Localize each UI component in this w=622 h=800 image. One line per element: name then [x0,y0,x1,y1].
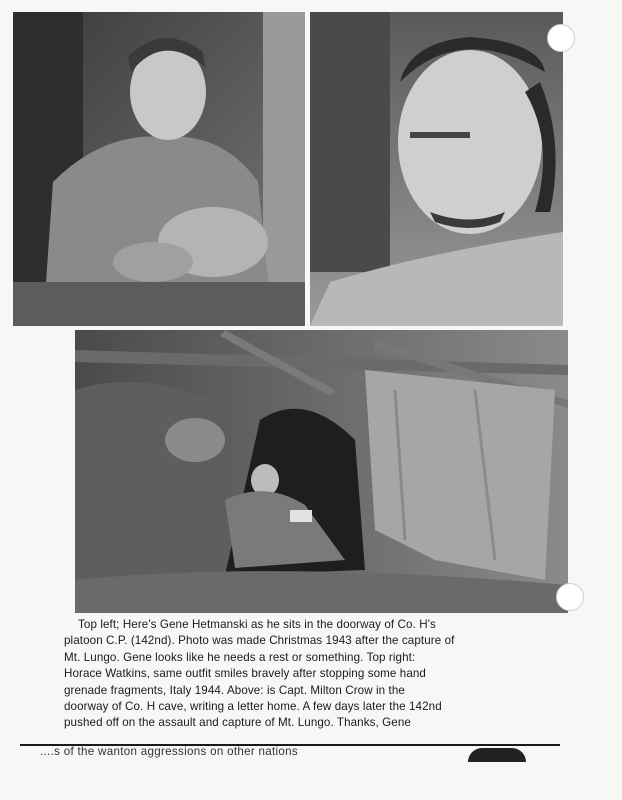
punch-hole-top [547,24,575,52]
footer-cut-text [40,745,460,768]
punch-hole-bottom [556,583,584,611]
photo-caption [64,617,564,732]
caption-line: Horace Watkins, same outfit smiles bravely after stopping some hand [64,667,426,681]
photo-top-right [310,12,563,326]
photo-bottom [75,330,568,613]
photo-top-left-image [13,12,305,326]
caption-line: platoon C.P. (142nd). Photo was made Christmas 1943 after the capture of [64,634,455,648]
caption-line: pushed off on the assault and capture of Mt. Lungo. Thanks, Gene [64,716,411,730]
footer-cut-text-line: ....s of the wanton aggressions on other nations [40,745,299,758]
photo-top-left [13,12,305,326]
caption-line: doorway of Co. H cave, writing a letter home. A few days later the 142nd [64,700,442,714]
photo-bottom-image [75,330,568,613]
photo-top-right-image [310,12,563,326]
caption-line: Top left; Here's Gene Hetmanski as he sits in the doorway of Co. H's [78,618,436,631]
emblem-fragment-icon [468,748,526,762]
caption-line: grenade fragments, Italy 1944. Above: is Capt. Milton Crow in the [64,683,405,697]
caption-line: Mt. Lungo. Gene looks like he needs a rest or something. Top right: [64,650,416,664]
